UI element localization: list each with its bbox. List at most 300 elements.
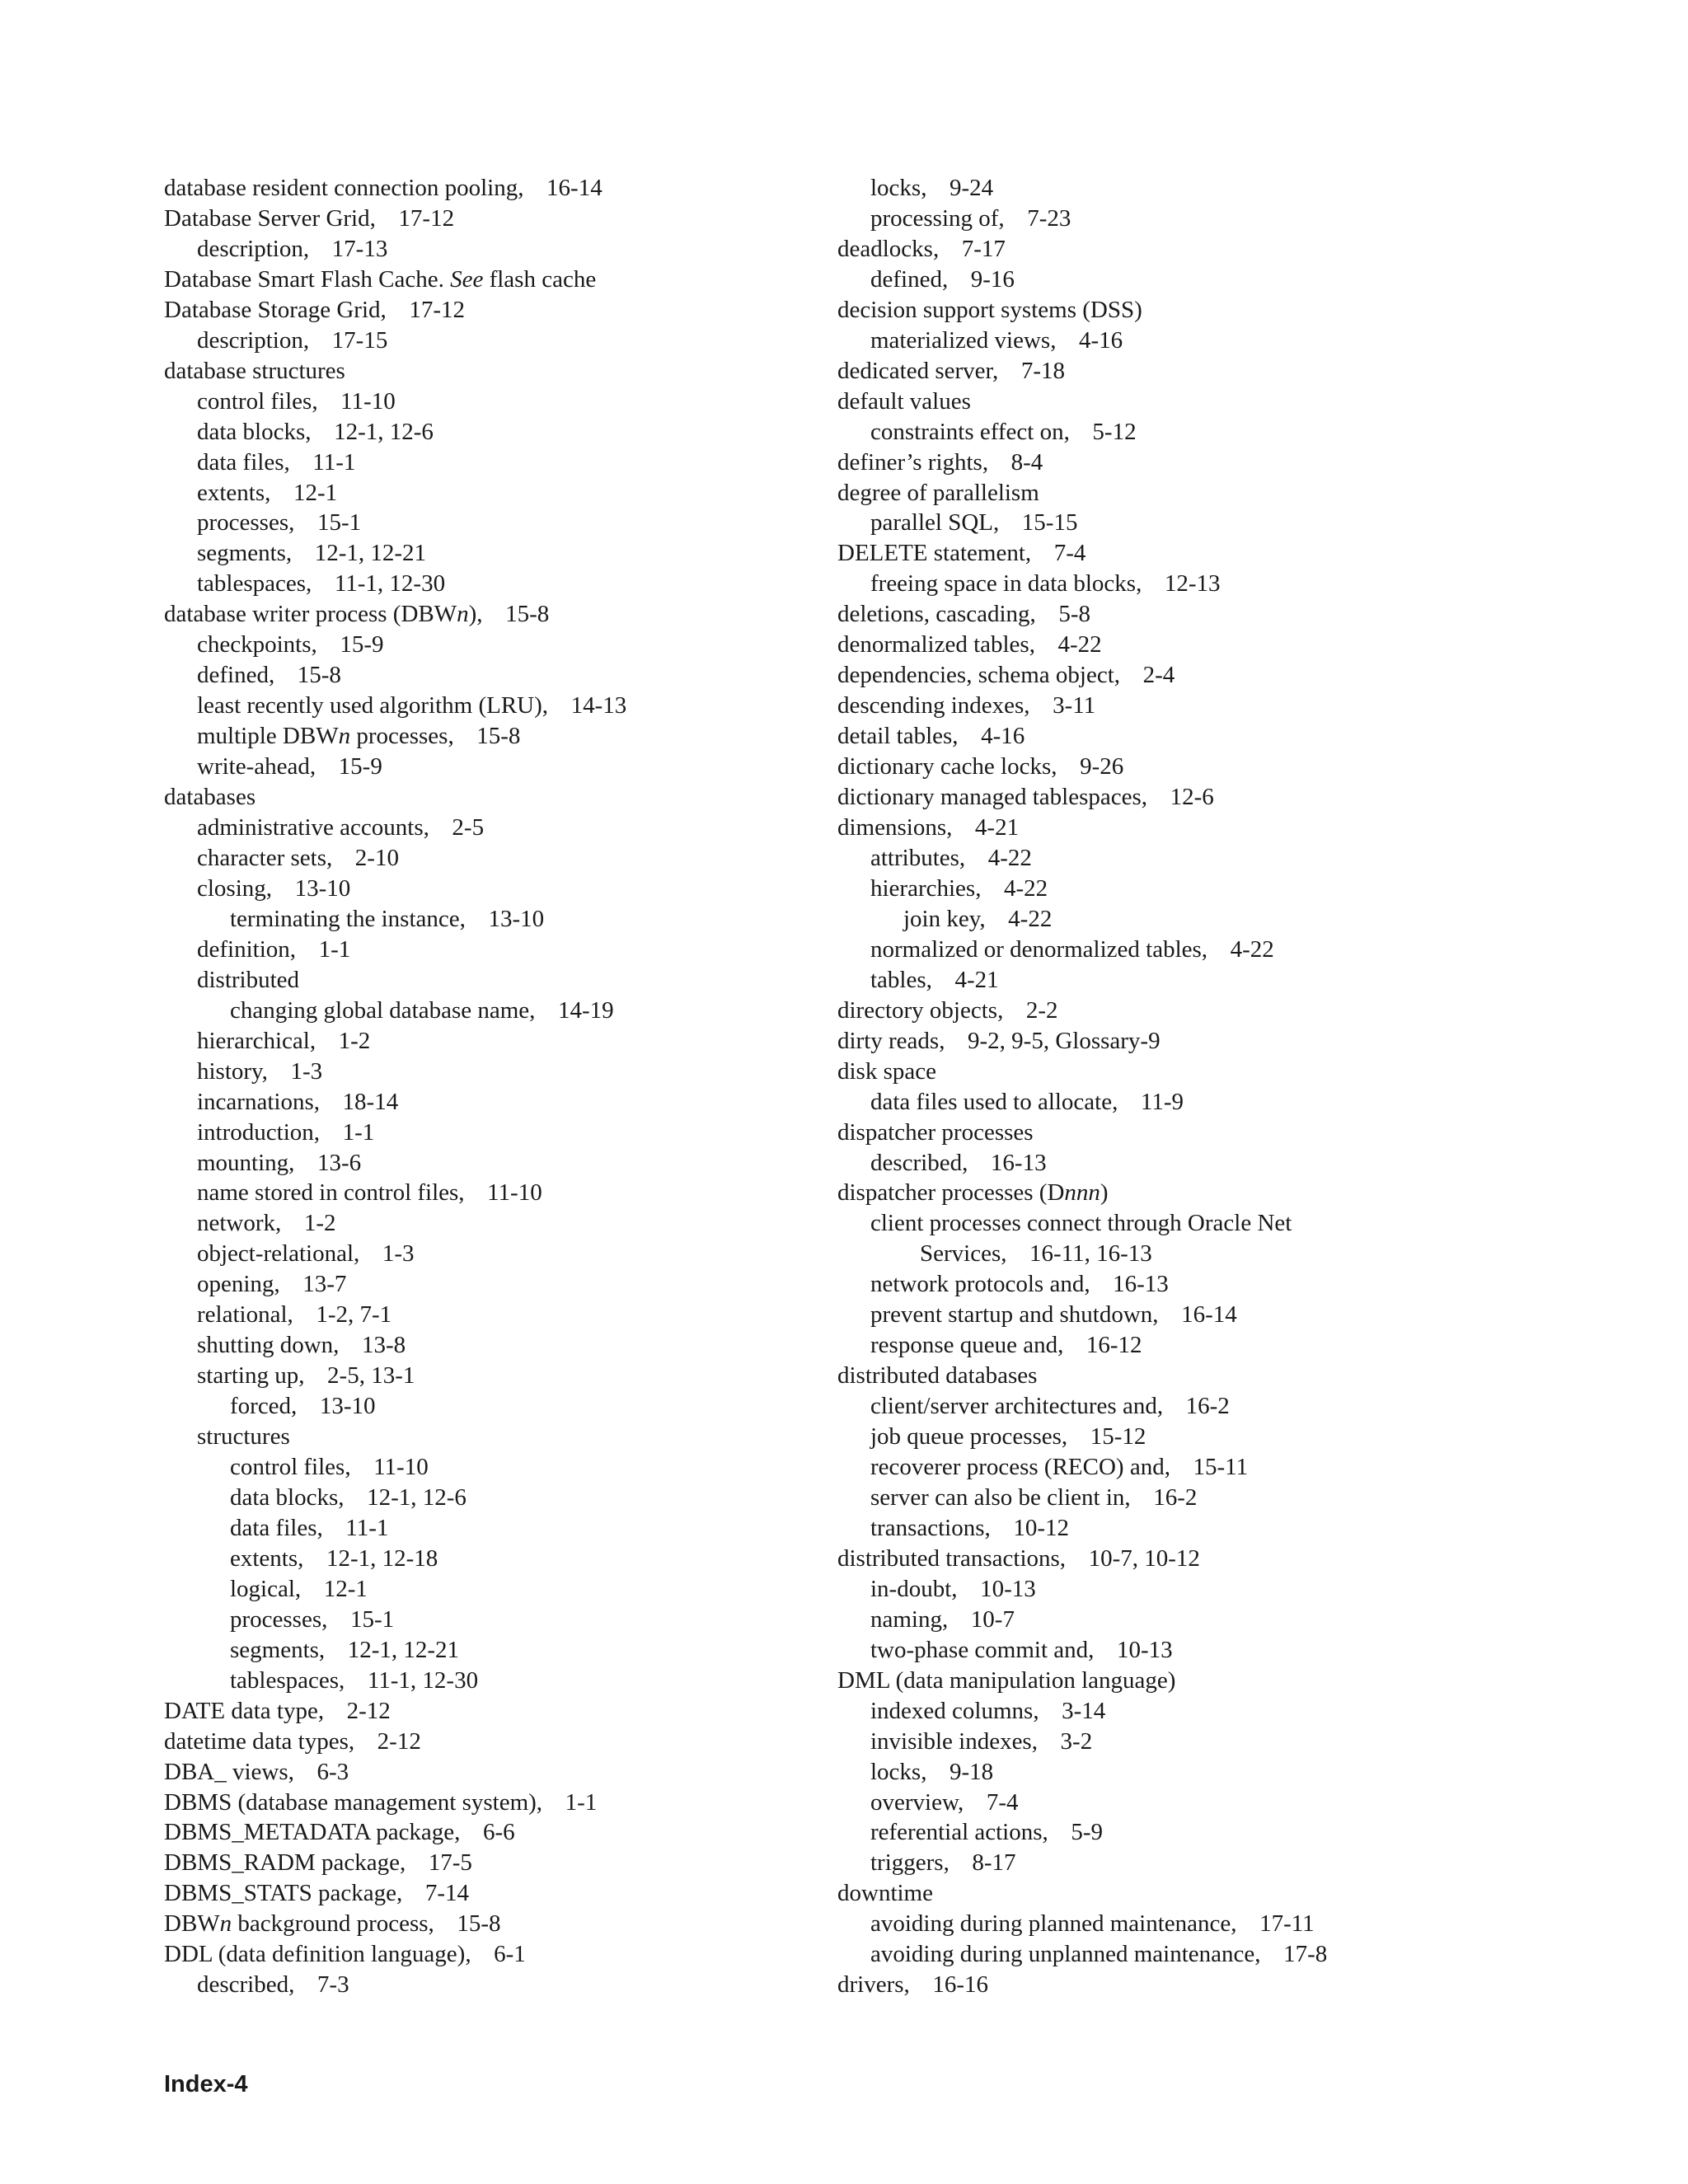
index-subentry (164, 1605, 807, 1635)
page-reference[interactable]: 11-1, 12-30 (334, 570, 446, 598)
index-term: in-doubt, (870, 1575, 958, 1602)
index-subentry (837, 1939, 1497, 1970)
index-term: definition, (197, 935, 297, 963)
index-term: databases (164, 784, 256, 811)
page-reference[interactable]: 15-1 (316, 509, 362, 537)
index-term: extents, (197, 479, 271, 506)
page-reference[interactable]: 6-6 (482, 1819, 515, 1846)
index-subentry (837, 1727, 1497, 1757)
index-term: default values (837, 387, 971, 415)
index-subentry (164, 1361, 807, 1391)
index-subentry (837, 1300, 1497, 1330)
page-reference[interactable]: 17-15 (331, 326, 388, 354)
page-reference[interactable]: 7-14 (424, 1880, 469, 1907)
index-entry (164, 782, 807, 813)
page-reference[interactable]: 10-12 (1013, 1514, 1069, 1541)
index-term: write-ahead, (197, 753, 316, 780)
index-entry (164, 173, 807, 204)
index-term: tables, (870, 966, 932, 993)
index-term: descending indexes, (837, 692, 1030, 719)
index-term: description, (197, 235, 310, 262)
index-subentry (164, 1422, 807, 1452)
page-reference[interactable]: 9-16 (970, 265, 1015, 293)
index-entry (164, 295, 807, 326)
index-subentry (837, 874, 1497, 904)
index-term: object-relational, (197, 1240, 360, 1268)
page-reference[interactable]: 9-24 (950, 175, 994, 201)
index-term: two-phase commit and, (870, 1636, 1095, 1663)
page-reference[interactable]: 17-13 (331, 235, 388, 262)
page-reference[interactable]: 15-11 (1193, 1454, 1249, 1481)
index-term: data blocks, (197, 418, 312, 445)
page-reference[interactable]: 13-10 (294, 874, 351, 902)
page-reference[interactable]: 10-13 (980, 1575, 1036, 1602)
page-reference[interactable]: 11-1, 12-30 (367, 1666, 479, 1694)
index-term: transactions, (870, 1514, 991, 1541)
page-reference[interactable]: 12-13 (1164, 570, 1221, 598)
index-column-left (164, 173, 807, 2000)
index-subentry (837, 417, 1497, 448)
page-reference[interactable]: 9-26 (1080, 753, 1124, 780)
page-reference[interactable]: 15-8 (297, 662, 341, 689)
index-term-tail: processes, (350, 723, 454, 750)
page-reference[interactable]: 2-12 (377, 1727, 421, 1755)
index-entry (164, 1848, 807, 1878)
index-term: checkpoints, (197, 631, 317, 658)
page-reference[interactable]: 16-16 (932, 1971, 988, 1999)
page-reference[interactable]: 8-17 (972, 1849, 1016, 1877)
index-term: dictionary cache locks, (837, 753, 1057, 780)
page-reference[interactable]: 12-1, 12-21 (314, 540, 427, 567)
page-reference[interactable]: 12-1, 12-6 (334, 418, 434, 445)
index-subentry (164, 508, 807, 538)
index-term: dispatcher processes (D (837, 1179, 1065, 1207)
index-term: changing global database name, (230, 996, 536, 1024)
index-term: client processes connect through Oracle Net (870, 1210, 1292, 1237)
index-subentry (164, 1026, 807, 1057)
index-term: prevent startup and shutdown, (870, 1301, 1159, 1329)
index-term: naming, (870, 1605, 949, 1633)
italic-variable: n (338, 723, 351, 750)
index-subentry (164, 1087, 807, 1118)
page-reference[interactable]: 7-4 (986, 1788, 1019, 1816)
page-reference[interactable]: 12-1, 12-6 (367, 1483, 467, 1511)
page-reference[interactable]: 16-2 (1153, 1483, 1198, 1511)
index-subentry (164, 691, 807, 721)
page-reference[interactable]: 13-10 (319, 1393, 376, 1420)
index-entry (164, 1788, 807, 1818)
page-reference[interactable]: 12-1, 12-18 (326, 1544, 438, 1572)
index-term: locks, (870, 175, 927, 201)
index-term: multiple DBW (197, 723, 339, 750)
page-reference[interactable]: 16-14 (1181, 1301, 1237, 1329)
page-reference[interactable]: 6-1 (494, 1941, 526, 1968)
page-reference[interactable]: 2-12 (346, 1697, 391, 1724)
index-term: described, (197, 1971, 295, 1999)
page-reference[interactable]: 1-3 (382, 1240, 415, 1268)
page-reference[interactable]: 17-12 (398, 204, 455, 232)
see-reference: See (450, 265, 484, 293)
page-reference[interactable]: 16-11, 16-13 (1029, 1240, 1152, 1268)
index-subentry (837, 843, 1497, 874)
page-reference[interactable]: 16-12 (1085, 1332, 1142, 1359)
index-subentry (164, 1544, 807, 1574)
page-reference[interactable]: 13-6 (316, 1149, 362, 1176)
index-entry (837, 813, 1497, 843)
index-subentry (164, 1057, 807, 1087)
index-term: directory objects, (837, 996, 1004, 1024)
index-term: data files, (197, 448, 290, 476)
index-subentry (837, 1574, 1497, 1605)
index-subentry (837, 508, 1497, 538)
index-subentry (164, 387, 807, 417)
index-term: network protocols and, (870, 1271, 1090, 1298)
index-entry (837, 1057, 1497, 1087)
index-term: incarnations, (197, 1088, 320, 1115)
page-reference[interactable]: 4-21 (974, 814, 1020, 841)
index-subentry (164, 1574, 807, 1605)
index-entry (837, 1970, 1497, 2000)
page-reference[interactable]: 4-16 (981, 723, 1025, 750)
index-subentry (164, 996, 807, 1026)
page-reference[interactable]: 17-11 (1259, 1910, 1315, 1938)
index-term: dimensions, (837, 814, 953, 841)
italic-variable: nnn (1064, 1179, 1100, 1207)
page-reference[interactable]: 11-10 (487, 1179, 542, 1207)
index-term: forced, (230, 1393, 298, 1420)
page-reference[interactable]: 4-22 (1008, 905, 1053, 932)
index-subentry (837, 265, 1497, 295)
index-entry (837, 782, 1497, 813)
index-term: closing, (197, 874, 273, 902)
index-term: name stored in control files, (197, 1179, 465, 1207)
index-entry (164, 599, 807, 630)
page-reference[interactable]: 2-5, 13-1 (327, 1362, 415, 1390)
page-reference[interactable]: 18-14 (342, 1088, 399, 1115)
index-term: dedicated server, (837, 357, 999, 384)
index-entry (837, 996, 1497, 1026)
index-subentry (837, 569, 1497, 599)
page-reference[interactable]: 15-9 (338, 753, 382, 780)
index-term: deadlocks, (837, 235, 940, 262)
index-term: database structures (164, 357, 345, 384)
page-reference[interactable]: 2-5 (452, 814, 485, 841)
page-reference[interactable]: 8-4 (1010, 448, 1043, 476)
index-subentry (164, 752, 807, 782)
index-term: structures (197, 1423, 290, 1451)
index-term-tail: ), (468, 601, 483, 628)
index-term: tablespaces, (230, 1666, 345, 1694)
index-term: DBMS_STATS package, (164, 1880, 403, 1907)
index-term: DBMS_RADM package, (164, 1849, 406, 1877)
page-reference[interactable]: 16-14 (546, 175, 603, 201)
index-entry (837, 752, 1497, 782)
page-reference[interactable]: 7-23 (1027, 204, 1071, 232)
index-column-right (837, 173, 1497, 2000)
page-reference[interactable]: 2-2 (1025, 996, 1058, 1024)
index-term: processes, (197, 509, 295, 537)
index-subentry (837, 1422, 1497, 1452)
index-entry (164, 1878, 807, 1909)
index-term: data files used to allocate, (870, 1088, 1118, 1115)
index-term: DML (data manipulation language) (837, 1666, 1176, 1694)
index-term: DDL (data definition language), (164, 1941, 471, 1968)
index-term: distributed databases (837, 1362, 1038, 1390)
page-reference[interactable]: 11-9 (1140, 1088, 1184, 1115)
page-reference[interactable]: 10-13 (1116, 1636, 1173, 1663)
page-reference[interactable]: 12-1, 12-21 (347, 1636, 460, 1663)
index-term: data files, (230, 1514, 323, 1541)
page-reference[interactable]: 1-2, 7-1 (316, 1301, 392, 1329)
index-term: detail tables, (837, 723, 959, 750)
page-reference[interactable]: 1-1 (342, 1118, 375, 1146)
index-term: defined, (870, 265, 949, 293)
index-subentry (164, 1391, 807, 1422)
index-subentry (837, 1605, 1497, 1635)
index-subentry (164, 965, 807, 996)
page-reference[interactable]: 11-1 (345, 1514, 389, 1541)
index-term: drivers, (837, 1971, 910, 1999)
page-reference[interactable]: 15-8 (476, 723, 521, 750)
page-reference[interactable]: 9-2, 9-5, Glossary-9 (968, 1027, 1160, 1054)
index-term: job queue processes, (870, 1423, 1068, 1451)
page-reference[interactable]: 15-9 (340, 631, 384, 658)
index-term: DBA_ views, (164, 1758, 294, 1785)
index-term: DBMS_METADATA package, (164, 1819, 461, 1846)
page-reference[interactable]: 13-7 (302, 1271, 347, 1298)
index-entry (837, 387, 1497, 417)
index-term: network, (197, 1210, 282, 1237)
index-subentry (164, 478, 807, 509)
page-reference[interactable]: 11-1 (312, 448, 356, 476)
page-reference[interactable]: 3-2 (1060, 1727, 1093, 1755)
index-subentry (164, 417, 807, 448)
page-reference[interactable]: 1-3 (290, 1057, 323, 1085)
index-subentry (837, 1513, 1497, 1544)
index-subentry (837, 1452, 1497, 1483)
index-term: DBW (164, 1910, 220, 1938)
index-term: join key, (903, 905, 986, 932)
page-reference[interactable]: 11-10 (340, 387, 396, 415)
index-term: history, (197, 1057, 268, 1085)
index-term: deletions, cascading, (837, 601, 1036, 628)
index-subentry (837, 1269, 1497, 1300)
index-subentry (164, 1970, 807, 2000)
page-reference[interactable]: 7-17 (961, 235, 1006, 262)
index-subentry (837, 326, 1497, 356)
page-reference[interactable]: 7-3 (316, 1971, 349, 1999)
page-reference[interactable]: 15-1 (349, 1605, 395, 1633)
page-reference[interactable]: 1-1 (565, 1788, 598, 1816)
index-subentry (837, 1909, 1497, 1939)
index-subentry (837, 1483, 1497, 1513)
index-subentry (164, 1148, 807, 1179)
index-term: description, (197, 326, 310, 354)
page-reference[interactable]: 15-8 (505, 601, 550, 628)
page-reference[interactable]: 1-2 (303, 1210, 336, 1237)
index-subentry (837, 1208, 1497, 1239)
index-term: dictionary managed tablespaces, (837, 784, 1148, 811)
index-term: terminating the instance, (230, 905, 466, 932)
index-term: referential actions, (870, 1819, 1048, 1846)
page-reference[interactable]: 5-8 (1058, 601, 1090, 628)
index-subentry (837, 1635, 1497, 1666)
page-reference[interactable]: 2-4 (1142, 662, 1175, 689)
index-subentry (164, 813, 807, 843)
index-entry (837, 691, 1497, 721)
index-term: processing of, (870, 204, 1005, 232)
index-term: dependencies, schema object, (837, 662, 1121, 689)
index-entry (164, 1909, 807, 1939)
index-term: datetime data types, (164, 1727, 355, 1755)
index-subentry (164, 1513, 807, 1544)
page-reference[interactable]: 5-12 (1092, 418, 1137, 445)
index-term: database resident connection pooling, (164, 175, 524, 201)
page-reference[interactable]: 10-7 (970, 1605, 1015, 1633)
index-term: introduction, (197, 1118, 321, 1146)
index-term: Services, (920, 1240, 1007, 1268)
index-term: shutting down, (197, 1332, 340, 1359)
index-subentry (164, 1666, 807, 1696)
page-reference[interactable]: 16-13 (990, 1149, 1047, 1176)
index-term: distributed transactions, (837, 1544, 1067, 1572)
page-reference[interactable]: 7-18 (1020, 357, 1066, 384)
index-term: materialized views, (870, 326, 1057, 354)
page-reference[interactable]: 11-10 (373, 1454, 429, 1481)
index-term: degree of parallelism (837, 479, 1039, 506)
index-term: least recently used algorithm (LRU), (197, 692, 549, 719)
index-term-tail: background process, (232, 1910, 434, 1938)
page-reference[interactable]: 17-12 (409, 296, 465, 323)
page-reference[interactable]: 4-22 (987, 844, 1032, 871)
index-entry (164, 1757, 807, 1788)
index-entry (164, 1696, 807, 1727)
index-subentry (164, 569, 807, 599)
index-term: dispatcher processes (837, 1118, 1034, 1146)
index-subentry (837, 1087, 1497, 1118)
index-subentry (164, 234, 807, 265)
page-reference[interactable]: 16-2 (1185, 1393, 1230, 1420)
index-term: parallel SQL, (870, 509, 1000, 537)
page-reference[interactable]: 4-22 (1230, 935, 1274, 963)
index-term: normalized or denormalized tables, (870, 935, 1208, 963)
page-reference[interactable]: 4-22 (1004, 874, 1048, 902)
index-term: data blocks, (230, 1483, 345, 1511)
index-term: triggers, (870, 1849, 950, 1877)
page-reference[interactable]: 10-7, 10-12 (1088, 1544, 1200, 1572)
index-subentry (837, 935, 1497, 965)
index-entry (837, 660, 1497, 691)
index-term: DBMS (database management system), (164, 1788, 543, 1816)
index-subentry (164, 874, 807, 904)
index-entry (837, 295, 1497, 326)
index-term: Database Storage Grid, (164, 296, 387, 323)
index-entry (837, 1544, 1497, 1574)
index-entry (837, 1878, 1497, 1909)
index-entry (164, 1817, 807, 1848)
index-term: invisible indexes, (870, 1727, 1038, 1755)
index-term: mounting, (197, 1149, 295, 1176)
index-term: DATE data type, (164, 1697, 325, 1724)
index-term: described, (870, 1149, 968, 1176)
page-reference[interactable]: 15-15 (1021, 509, 1078, 537)
index-term: constraints effect on, (870, 418, 1070, 445)
index-term: dirty reads, (837, 1027, 945, 1054)
index-subentry (837, 1330, 1497, 1361)
index-term: starting up, (197, 1362, 305, 1390)
page-reference[interactable]: 13-10 (488, 905, 545, 932)
index-entry (837, 1178, 1497, 1208)
index-entry (164, 1939, 807, 1970)
page-reference[interactable]: 12-1 (323, 1575, 368, 1602)
index-subentry (837, 173, 1497, 204)
index-subentry (164, 935, 807, 965)
index-subentry (837, 1148, 1497, 1179)
page-reference[interactable]: 3-11 (1053, 692, 1096, 719)
index-subentry (164, 448, 807, 478)
index-term: avoiding during unplanned maintenance, (870, 1941, 1261, 1968)
page-reference[interactable]: 6-3 (316, 1758, 349, 1785)
page-reference[interactable]: 7-4 (1053, 540, 1086, 567)
index-term: segments, (197, 540, 293, 567)
page-reference[interactable]: 12-6 (1170, 784, 1214, 811)
index-term: hierarchies, (870, 874, 982, 902)
index-subentry (164, 630, 807, 660)
index-entry (837, 478, 1497, 509)
page-reference[interactable]: 1-2 (338, 1027, 371, 1054)
index-subentry (837, 204, 1497, 234)
page-reference[interactable]: 14-19 (557, 996, 614, 1024)
page-reference[interactable]: 3-14 (1062, 1697, 1106, 1724)
index-entry (164, 265, 807, 295)
index-term: decision support systems (DSS) (837, 296, 1142, 323)
index-term: control files, (230, 1454, 351, 1481)
index-subentry (837, 1696, 1497, 1727)
page-reference[interactable]: 13-8 (361, 1332, 406, 1359)
page-reference[interactable]: 17-5 (428, 1849, 472, 1877)
index-subentry (837, 904, 1497, 935)
page-reference[interactable]: 16-13 (1113, 1271, 1169, 1298)
index-subentry (164, 721, 807, 752)
index-term: distributed (197, 966, 300, 993)
index-term: freeing space in data blocks, (870, 570, 1142, 598)
index-term: character sets, (197, 844, 333, 871)
page-reference[interactable]: 9-18 (950, 1758, 994, 1785)
page-reference[interactable]: 5-9 (1071, 1819, 1103, 1846)
page-reference[interactable]: 1-1 (318, 935, 351, 963)
index-subentry (837, 1817, 1497, 1848)
index-term: avoiding during planned maintenance, (870, 1910, 1237, 1938)
page-reference[interactable]: 2-10 (354, 844, 399, 871)
page-reference[interactable]: 15-12 (1090, 1423, 1146, 1451)
index-entry (837, 356, 1497, 387)
page-reference[interactable]: 14-13 (570, 692, 627, 719)
index-term: response queue and, (870, 1332, 1064, 1359)
index-entry (837, 599, 1497, 630)
page-reference[interactable]: 4-22 (1057, 631, 1102, 658)
index-term: locks, (870, 1758, 927, 1785)
page-reference[interactable]: 15-8 (457, 1910, 501, 1938)
page-reference[interactable]: 12-1 (293, 479, 338, 506)
page-reference[interactable]: 4-16 (1079, 326, 1123, 354)
index-subentry (837, 1391, 1497, 1422)
index-term: defined, (197, 662, 275, 689)
page-reference[interactable]: 4-21 (954, 966, 999, 993)
index-entry (164, 204, 807, 234)
index-term: administrative accounts, (197, 814, 429, 841)
index-entry (164, 1727, 807, 1757)
page-reference[interactable]: 17-8 (1283, 1941, 1328, 1968)
